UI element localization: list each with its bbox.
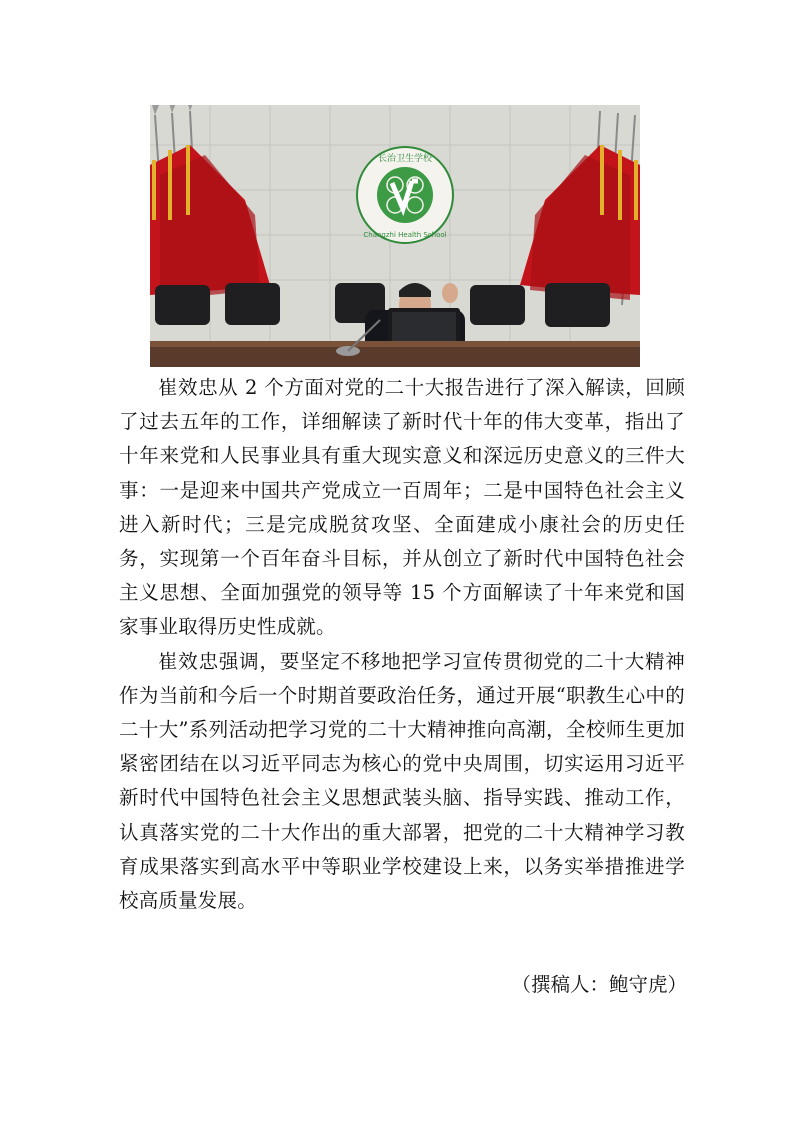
school-emblem [357,147,453,243]
author-byline: （撰稿人：鲍守虎） [511,973,687,996]
emblem-subtitle: Changzhi Health School [363,231,447,239]
article-paragraph-2: 崔效忠强调，要坚定不移地把学习宣传贯彻党的二十大精神作为当前和今后一个时期首要政治任务，通过开展“职教生心中的二十大”系列活动把学习党的二十大精神推向高潮，全校师生更加紧密团结在以习近平同志为核心的党中央周围，切实运用习近平新时代中国特色社会主义思想武装头脑、指导实践、推动工作，认真落实党的二十大作出的重大部署，把党的二十大精神学习教育成果落实到高水平中等职业学校建设上来，以务实举措推进学校高质量发展。 [119,649,685,913]
article-body [119,371,685,918]
meeting-photo [150,105,640,367]
article-paragraph-1: 崔效忠从 2 个方面对党的二十大报告进行了深入解读，回顾了过去五年的工作，详细解读了新时代十年的伟大变革，指出了十年来党和人民事业具有重大现实意义和深远历史意义的三件大事：一是迎来中国共产党成立一百周年；二是中国特色社会主义进入新时代；三是完成脱贫攻坚、全面建成小康社会的历史任务，实现第一个百年奋斗目标，并从创立了新时代中国特色社会主义思想、全面加强党的领导等 15 个方面解读了十年来党和国家事业取得历史性成就。 [119,376,685,639]
meeting-photo-illustration [150,105,640,367]
emblem-title: 长治卫生学校 [377,154,433,164]
